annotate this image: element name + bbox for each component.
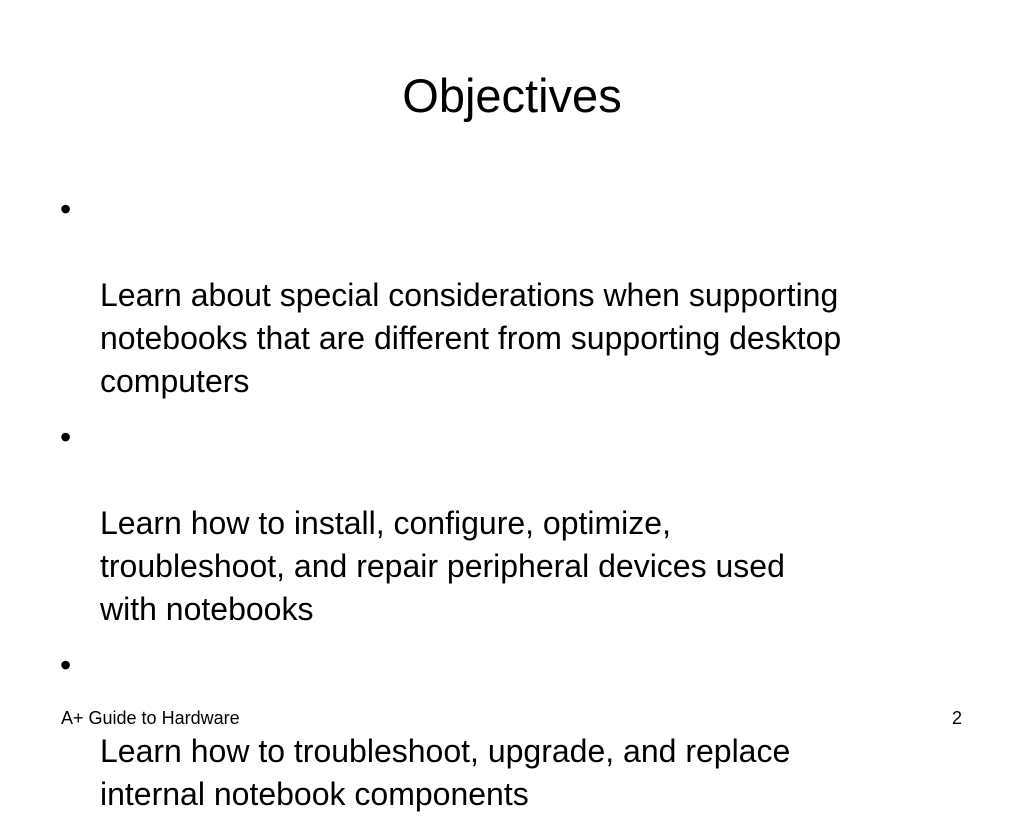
bullet-text: Learn how to install, configure, optimize, troubleshoot, and repair peripheral devices used with notebooks	[100, 505, 785, 627]
bullet-text: Learn about special considerations when supporting notebooks that are different from supporting desktop computers	[100, 277, 842, 399]
bullet-marker: •	[60, 419, 72, 455]
bullet-item	[60, 188, 980, 403]
bullet-list	[60, 188, 980, 829]
footer-page-number: 2	[951, 708, 962, 728]
footer-course-title: A+ Guide to Hardware	[61, 708, 240, 728]
bullet-marker: •	[60, 647, 72, 683]
bullet-item	[60, 644, 980, 816]
bullet-item	[60, 416, 980, 631]
bullet-text: Learn how to troubleshoot, upgrade, and replace internal notebook components	[100, 733, 791, 812]
bullet-marker: •	[60, 191, 72, 227]
slide-title: Objectives	[402, 69, 622, 122]
